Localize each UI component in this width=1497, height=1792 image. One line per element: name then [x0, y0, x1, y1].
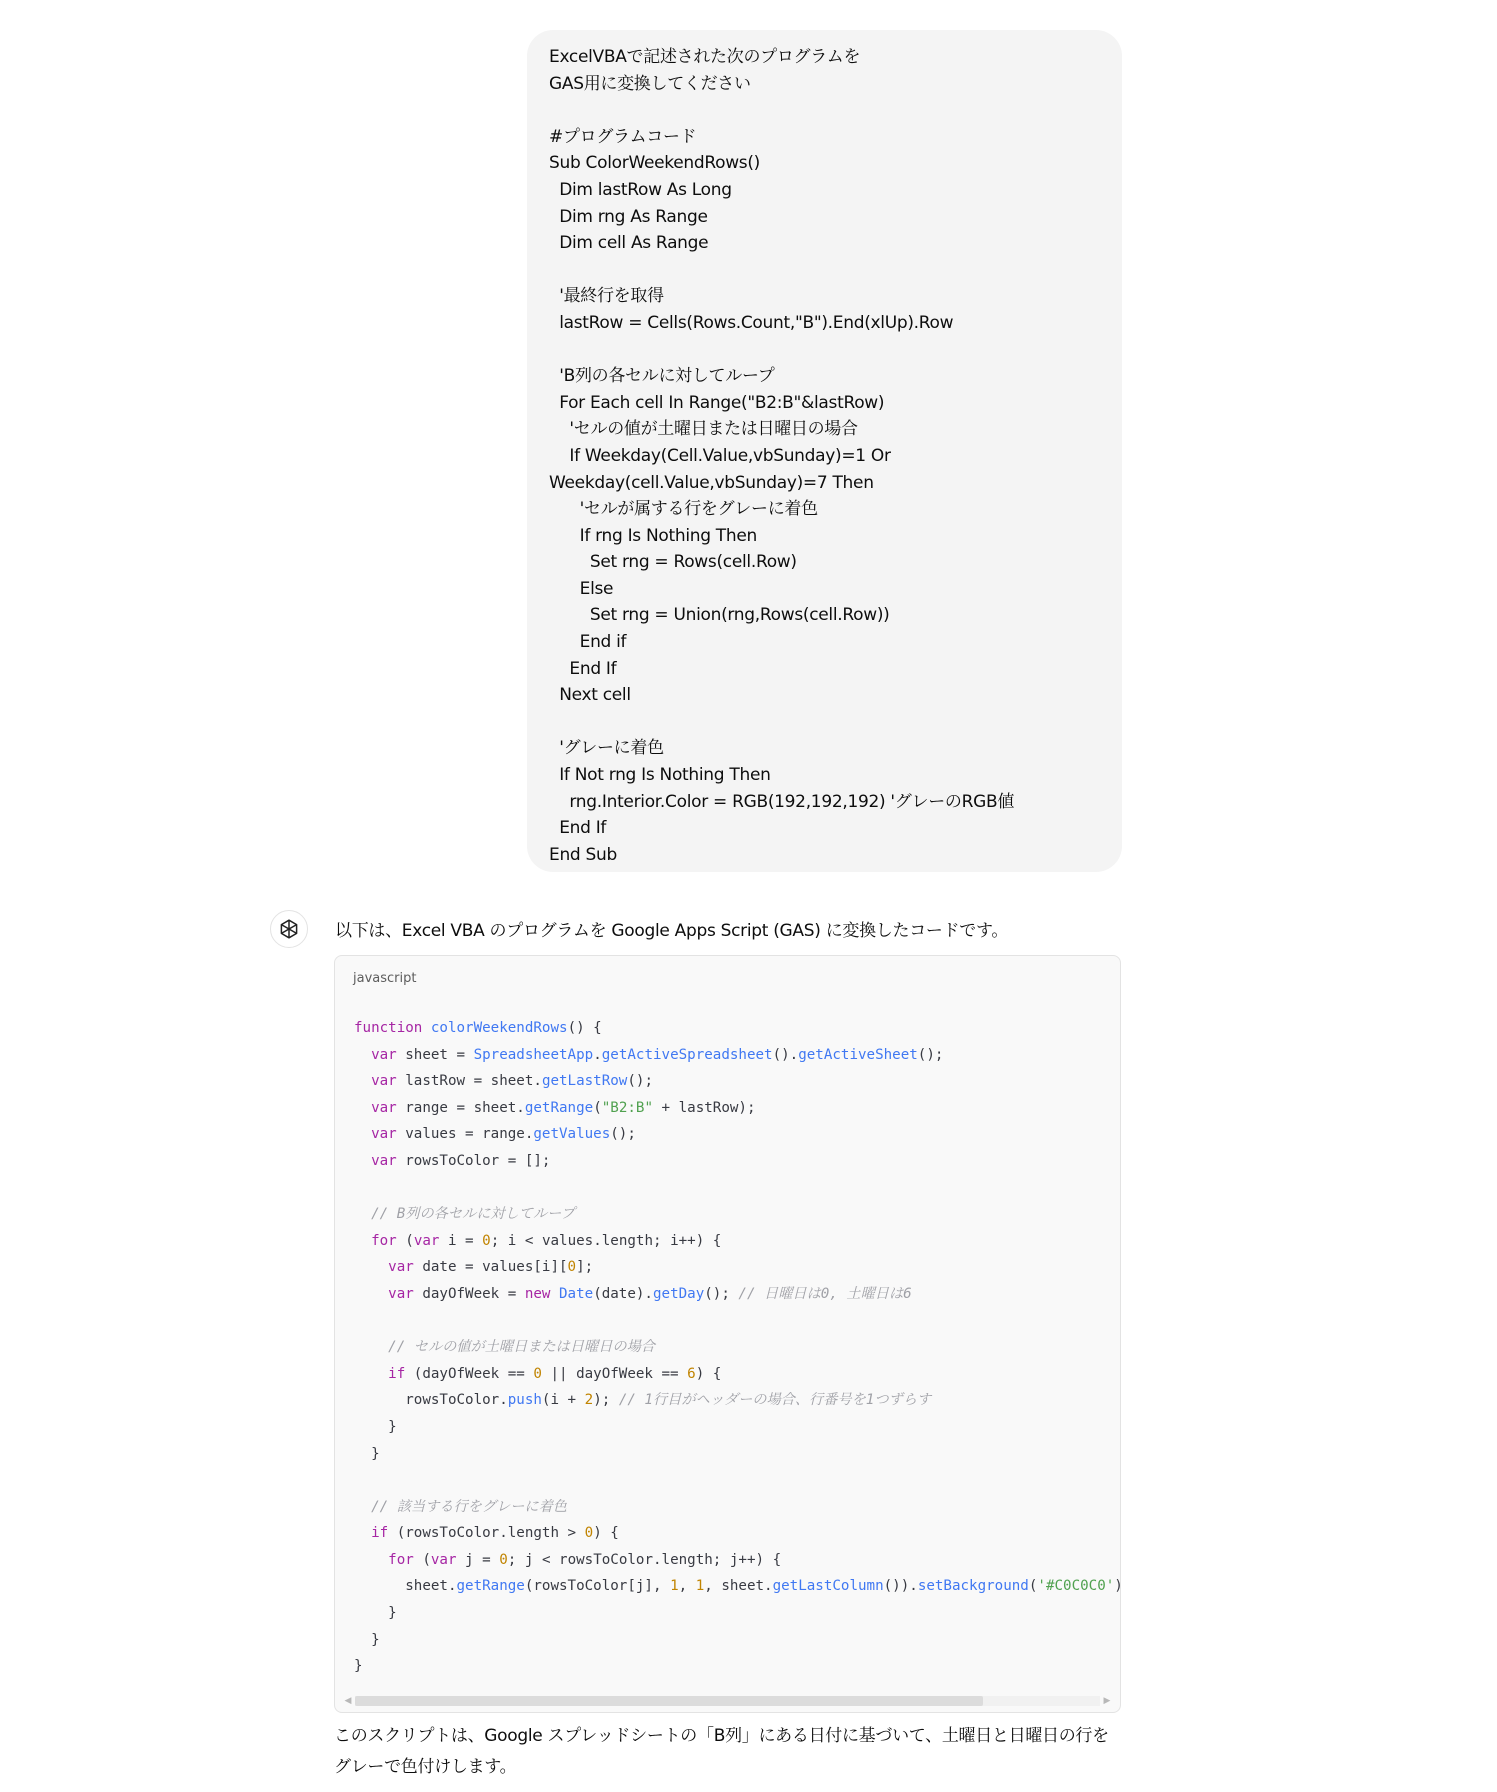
code-line: [354, 1175, 1120, 1202]
user-message-line: 'グレーに着色: [549, 738, 664, 759]
user-message-line: lastRow = Cells(Rows.Count,"B").End(xlUp).Row: [549, 312, 954, 333]
code-line: }: [354, 1631, 380, 1648]
openai-logo-icon: [277, 917, 301, 941]
code-line: }: [354, 1418, 397, 1435]
code-line: // B列の各セルに対してループ: [371, 1206, 575, 1223]
user-message-line: Dim lastRow As Long: [549, 179, 732, 200]
code-line: [354, 1467, 1120, 1494]
code-language-label: javascript: [353, 971, 417, 986]
user-message-line: rng.Interior.Color = RGB(192,192,192) 'グレーのRGB値: [549, 791, 1015, 812]
user-message-line: Next cell: [549, 685, 631, 706]
horizontal-scrollbar[interactable]: [343, 1694, 1112, 1708]
user-message-line: Set rng = Rows(cell.Row): [549, 552, 797, 573]
user-message-line: Dim rng As Range: [549, 206, 708, 227]
code-line: var sheet = SpreadsheetApp.getActiveSpreadsheet().getActiveSheet();: [371, 1046, 944, 1063]
user-message-line: [549, 337, 1100, 364]
code-line: // セルの値が土曜日または日曜日の場合: [388, 1339, 655, 1356]
user-message-line: Dim cell As Range: [549, 233, 709, 254]
code-line: // 該当する行をグレーに着色: [371, 1498, 567, 1515]
code-line: if (rowsToColor.length > 0) {: [371, 1525, 619, 1542]
user-message-line: If Weekday(Cell.Value,vbSunday)=1 Or: [549, 445, 891, 466]
code-line: for (var j = 0; j < rowsToColor.length; j++) {: [388, 1551, 782, 1568]
user-message-line: End If: [549, 818, 607, 839]
code-line: var values = range.getValues();: [371, 1126, 636, 1143]
user-message-line: [549, 97, 1100, 124]
assistant-avatar: [270, 910, 308, 948]
code-line: sheet.getRange(rowsToColor[j], 1, 1, sheet.getLastColumn()).setBackground('#C0C0C0'): [354, 1578, 1123, 1595]
scroll-right-arrow-icon[interactable]: ▶: [1103, 1696, 1111, 1706]
code-line: }: [354, 1658, 363, 1675]
code-line: var lastRow = sheet.getLastRow();: [371, 1073, 653, 1090]
code-line: if (dayOfWeek == 0 || dayOfWeek == 6) {: [388, 1365, 722, 1382]
user-message-line: #プログラムコード: [549, 126, 697, 147]
user-message-line: [549, 257, 1100, 284]
scroll-thumb[interactable]: [355, 1696, 983, 1706]
user-message-line: End If: [549, 658, 617, 679]
code-line: }: [354, 1445, 380, 1462]
user-message-line: 'セルの値が土曜日または日曜日の場合: [549, 419, 858, 440]
code-line: var range = sheet.getRange("B2:B" + lastRow);: [371, 1099, 756, 1116]
user-message-line: 'セルが属する行をグレーに着色: [549, 499, 818, 520]
user-message-line: If Not rng Is Nothing Then: [549, 765, 771, 786]
user-message-line: End Sub: [549, 844, 617, 865]
assistant-intro: 以下は、Excel VBA のプログラムを Google Apps Script (GAS) に変換したコードです。: [335, 921, 1009, 941]
code-line: var dayOfWeek = new Date(date).getDay(); // 日曜日は0, 土曜日は6: [388, 1285, 912, 1302]
code-line: for (var i = 0; i < values.length; i++) {: [371, 1232, 722, 1249]
code-line: var rowsToColor = [];: [371, 1152, 551, 1169]
user-message-line: 'B列の各セルに対してループ: [549, 366, 775, 387]
user-message-line: If rng Is Nothing Then: [549, 525, 758, 546]
user-message-line: Weekday(cell.Value,vbSunday)=7 Then: [549, 472, 874, 493]
user-message-line: GAS用に変換してください: [549, 73, 751, 94]
user-message-line: '最終行を取得: [549, 286, 664, 307]
code-block: [334, 955, 1121, 1713]
code-line: rowsToColor.push(i + 2); // 1行目がヘッダーの場合、行番号を1つずらす: [354, 1392, 932, 1409]
scroll-left-arrow-icon[interactable]: ◀: [344, 1696, 352, 1706]
code-line: [354, 1308, 1120, 1335]
user-message-bubble: [527, 30, 1122, 872]
user-message-line: End if: [549, 632, 627, 653]
code-line: }: [354, 1605, 397, 1622]
user-message-line: Set rng = Union(rng,Rows(cell.Row)): [549, 605, 890, 626]
code-line: var date = values[i][0];: [388, 1259, 594, 1276]
user-message-line: ExcelVBAで記述された次のプログラムを: [549, 47, 861, 67]
user-message-line: For Each cell In Range("B2:B"&lastRow): [549, 392, 885, 413]
user-message-line: [549, 709, 1100, 736]
user-message-text: [549, 44, 1100, 868]
code-body: [354, 1015, 1123, 1680]
assistant-summary: このスクリプトは、Google スプレッドシートの「B列」にある日付に基づいて、土曜日と日曜日の行をグレーで色付けします。: [334, 1726, 1109, 1777]
user-message-line: Else: [549, 578, 614, 599]
code-line: function colorWeekendRows() {: [354, 1020, 602, 1036]
user-message-line: Sub ColorWeekendRows(): [549, 153, 761, 174]
